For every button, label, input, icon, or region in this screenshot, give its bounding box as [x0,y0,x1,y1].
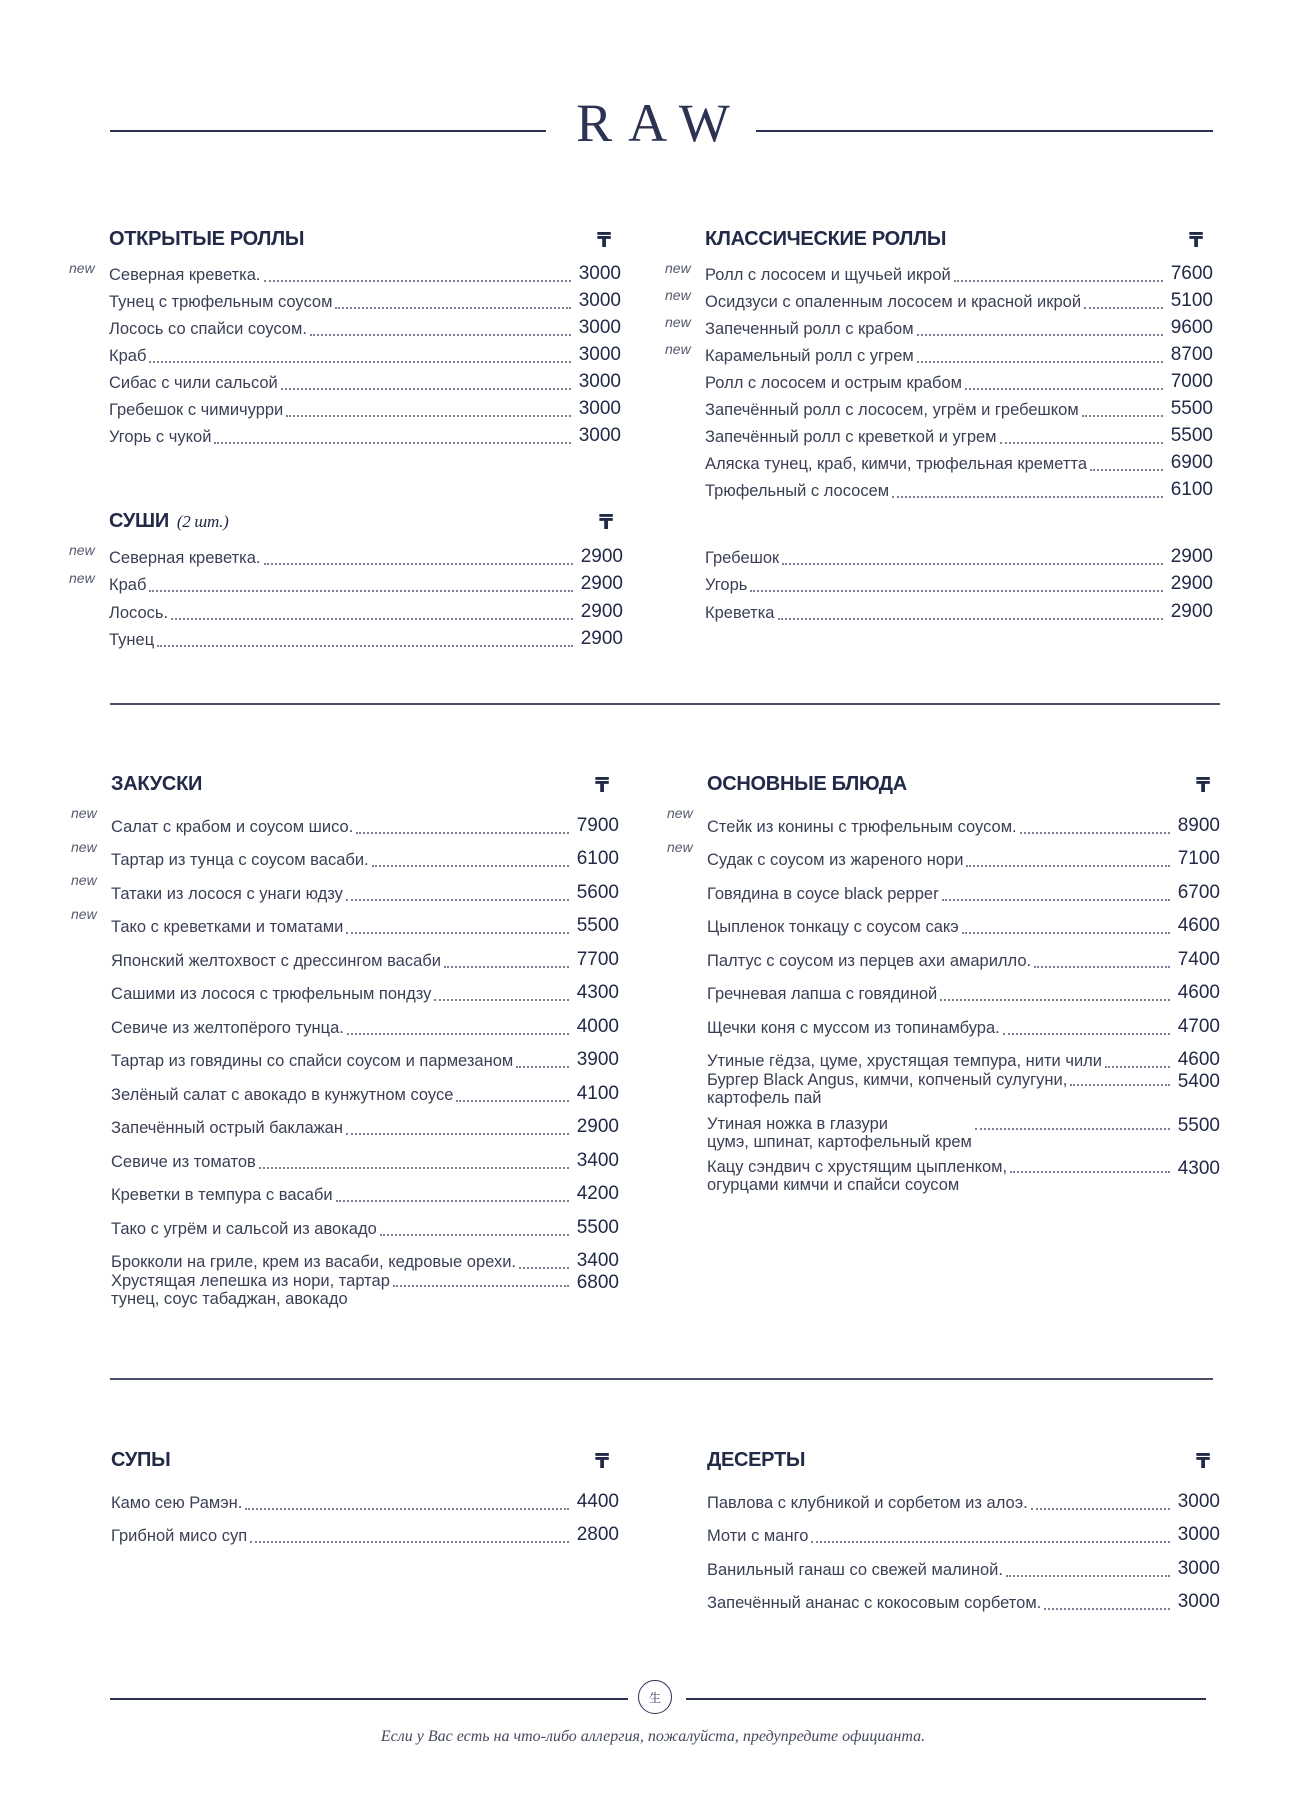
section-header [707,1449,1220,1479]
menu-item [667,837,1220,871]
menu-item-name: Утиные гёдза, цуме, хрустящая темпура, нити чили [707,1052,1103,1070]
menu-item-name: Севиче из томатов [111,1152,256,1171]
menu-item [111,937,619,971]
menu-item-name: Стейк из конины с трюфельным соусом. [707,817,1017,836]
menu-item-name: Щечки коня с муссом из топинамбура. [707,1018,1000,1037]
menu-item-price: 8900 [1177,814,1220,836]
menu-item [71,904,619,938]
menu-item-name: Татаки из лосося с унаги юдзу [111,884,343,903]
new-badge: new [665,341,691,357]
menu-item-name: Трюфельный с лососем [705,482,890,500]
menu-item-name: Запечённый ролл с лососем, угрём и гребешком [705,401,1079,419]
menu-item-name: Креветки в темпура с васаби [111,1186,333,1204]
menu-item-price: 8700 [1170,344,1213,365]
menu-item-description: цумэ, шпинат, картофельный крем [707,1132,972,1151]
menu-item [707,1513,1220,1547]
menu-item-list [69,540,623,650]
menu-item-name-block [707,1071,1067,1107]
menu-item-name: Тако с креветками и томатами [111,918,344,936]
dot-leader [942,898,1170,901]
menu-item-price: 4200 [576,1183,619,1204]
dot-leader [1010,1170,1170,1173]
menu-item [665,285,1213,312]
menu-item-name: Гречневая лапша с говядиной [707,985,938,1003]
menu-item-name: Сашими из лосося с трюфельным пондзу [111,985,432,1003]
currency-tenge-icon: ₸ [597,230,611,252]
menu-item-description: тунец, соус табаджан, авокадо [111,1290,348,1308]
menu-item-price: 7900 [576,814,619,836]
menu-item-price: 5500 [1170,398,1213,419]
menu-item [109,285,621,312]
menu-item-name: Угорь [705,576,748,594]
menu-item [707,870,1220,904]
menu-item-price: 3400 [576,1250,619,1271]
section-divider [110,703,1220,705]
section-title [707,773,907,796]
menu-item-price: 3000 [578,398,621,419]
menu-item-name: Севиче из желтопёрого тунца. [111,1018,344,1037]
menu-item-price: 3000 [578,263,621,284]
menu-item-name: Японский желтохвост с дрессингом васаби [111,951,441,970]
section-subtitle: (2 шт.) [176,512,229,531]
menu-item [705,393,1213,420]
dot-leader [245,1507,569,1510]
menu-item-price: 4000 [576,1015,619,1037]
dot-leader [1003,1032,1170,1035]
dot-leader [264,562,573,565]
menu-item-price: 7000 [1170,371,1213,392]
menu-item [705,474,1213,501]
dot-leader [1082,414,1163,417]
menu-item [705,420,1213,447]
dot-leader [356,831,569,834]
dot-leader [380,1233,569,1236]
menu-item-price: 2900 [1170,573,1213,594]
menu-item [109,366,621,393]
section-title [111,773,202,796]
menu-item-name: Тартар из говядины со спайси соусом и пармезаном [111,1052,514,1070]
menu-item [109,623,623,651]
menu-item-name: Карамельный ролл с угрем [705,347,914,365]
menu-item-list [705,540,1213,623]
dot-leader [157,644,573,647]
menu-item-name: Запечённый ролл с креветкой и угрем [705,428,997,446]
dot-leader [347,1032,569,1035]
menu-item-price: 6700 [1177,881,1220,903]
menu-item-price: 4600 [1177,982,1220,1003]
menu-item-name: Ванильный ганаш со свежей малиной. [707,1560,1003,1579]
menu-item-name: Гребешок [705,548,780,567]
menu-item [705,568,1213,596]
menu-item-name: Камо сею Рамэн. [111,1493,243,1512]
menu-item-price: 3400 [576,1149,619,1171]
section-divider [110,1378,1213,1380]
dot-leader [782,562,1163,565]
menu-item-price: 7700 [576,948,619,970]
menu-item-name: Аляска тунец, краб, кимчи, трюфельная креметта [705,455,1088,473]
menu-item-price: 7600 [1170,263,1213,284]
section-header [705,510,1213,540]
section-title-text: ДЕСЕРТЫ [707,1449,806,1471]
menu-item-price: 5400 [1177,1071,1220,1092]
menu-item [71,870,619,904]
menu-item-name: Ролл с лососем и острым крабом [705,374,963,392]
menu-item-price: 2900 [1170,545,1213,567]
allergy-note: Если у Вас есть на что-либо аллергия, пожалуйста, предупредите официанта. [380,1728,926,1745]
menu-item [109,420,621,447]
dot-leader [250,1540,569,1543]
section-title-text: ОТКРЫТЫЕ РОЛЛЫ [109,228,305,250]
dot-leader [336,1199,569,1202]
section-soups [111,1449,619,1546]
menu-item-price: 2900 [576,1116,619,1137]
menu-item-name: Цыпленок тонкацу с соусом сакэ [707,918,959,936]
dot-leader [1105,1065,1170,1068]
new-badge: new [69,542,95,558]
section-title-text: ОСНОВНЫЕ БЛЮДА [707,773,907,795]
menu-item-name: Лосось. [109,603,169,622]
menu-item-price: 3000 [578,290,621,311]
section-open-rolls [69,228,621,447]
section-title [111,1449,170,1472]
menu-item-name: Тако с угрём и сальсой из авокадо [111,1219,377,1238]
menu-item-price: 5500 [1170,425,1213,446]
menu-item-price: 2900 [580,573,623,594]
menu-item [707,937,1220,971]
section-header [109,228,621,258]
menu-item-name: Северная креветка. [109,266,261,284]
menu-item-price: 4100 [576,1082,619,1104]
section-sushi [69,510,623,650]
menu-item [111,1038,619,1072]
menu-item-name: Говядина в соусе black pepper [707,884,939,903]
menu-item [705,540,1213,568]
menu-item-price: 4700 [1177,1015,1220,1037]
menu-item-price: 3000 [578,317,621,338]
menu-item-name: Тунец с трюфельным соусом [109,293,333,311]
menu-item [707,1479,1220,1513]
dot-leader [1044,1607,1170,1610]
currency-tenge-icon: ₸ [1189,230,1203,252]
menu-item [707,1115,1220,1159]
footer-rule-left [110,1698,628,1700]
menu-item-price: 7100 [1177,848,1220,869]
menu-item [111,1205,619,1239]
menu-item [111,1239,619,1273]
menu-item-price: 7400 [1177,948,1220,970]
menu-item [109,312,621,339]
new-badge: new [71,872,97,888]
menu-item-name: Краб [109,576,147,594]
section-sushi-continued [705,510,1213,623]
dot-leader [962,931,1170,934]
menu-item-name: Утиная ножка в глазури [707,1114,889,1133]
menu-item-price: 3000 [1177,1591,1220,1612]
dot-leader [456,1099,569,1102]
menu-item [707,904,1220,938]
dot-leader [259,1166,569,1169]
menu-item [111,1272,619,1316]
dot-leader [393,1284,569,1287]
menu-item-name: Краб [109,347,147,365]
menu-item-price: 5500 [576,1216,619,1238]
menu-item-price: 4600 [1177,1049,1220,1070]
menu-item [109,595,623,623]
new-badge: new [665,314,691,330]
menu-item [69,258,621,285]
currency-tenge-icon: ₸ [595,775,609,797]
menu-item-price: 4300 [576,982,619,1003]
dot-leader [1000,441,1163,444]
menu-item-name: Осидзуси с опаленным лососем и красной икрой [705,293,1082,311]
menu-item [665,258,1213,285]
menu-item-price: 2900 [1170,600,1213,622]
menu-item-name: Палтус с соусом из перцев ахи амарилло. [707,951,1032,970]
menu-item-price: 3000 [1177,1490,1220,1512]
menu-item [111,1105,619,1139]
menu-item-price: 3000 [1177,1557,1220,1579]
menu-item [111,1172,619,1206]
dot-leader [171,617,573,620]
menu-item-name-block [707,1115,972,1151]
menu-item-list [69,258,621,447]
menu-item-price: 6800 [576,1272,619,1293]
menu-item-list [707,1479,1220,1613]
dot-leader [1020,831,1170,834]
menu-item-name: Северная креветка. [109,548,261,567]
section-title [707,1449,805,1472]
menu-item-name: Ролл с лососем и щучьей икрой [705,266,951,284]
brand-logo: RAW [576,93,746,153]
dot-leader [965,387,1163,390]
menu-item-price: 6100 [1170,479,1213,500]
dot-leader [750,589,1163,592]
section-desserts [707,1449,1220,1613]
menu-item [707,1038,1220,1072]
menu-item [71,837,619,871]
section-title [109,228,304,251]
menu-item-name: Бургер Black Angus, кимчи, копченый сулугуни, [707,1071,1068,1089]
section-title-text: СУПЫ [111,1449,171,1471]
menu-item [707,1071,1220,1115]
menu-item-name: Павлова с клубникой и сорбетом из алоэ. [707,1493,1028,1512]
menu-item-price: 3000 [578,425,621,446]
dot-leader [1006,1574,1170,1577]
menu-item-price: 6100 [576,848,619,869]
dot-leader [954,279,1163,282]
menu-item-name: Брокколи на гриле, крем из васаби, кедровые орехи. [111,1253,516,1271]
menu-item [111,1513,619,1547]
section-header [111,1449,619,1479]
menu-item [109,339,621,366]
menu-item-name: Грибной мисо суп [111,1527,248,1545]
menu-item-name: Угорь с чукой [109,428,212,446]
menu-item-name: Моти с манго [707,1527,809,1545]
menu-item-name-block [707,1158,1007,1194]
dot-leader [346,1132,569,1135]
menu-item [667,803,1220,837]
menu-item-name: Хрустящая лепешка из нори, тартар [111,1272,390,1290]
menu-item-price: 5500 [1177,1114,1220,1136]
menu-item-list [71,803,619,1316]
menu-item [705,447,1213,474]
section-title-text: ЗАКУСКИ [111,773,203,795]
dot-leader [516,1065,569,1068]
dot-leader [917,360,1163,363]
dot-leader [778,617,1164,620]
section-mains [667,773,1220,1202]
menu-item-price: 2900 [580,545,623,567]
menu-item-name: Тартар из тунца с соусом васаби. [111,851,369,869]
dot-leader [214,441,571,444]
dot-leader [286,414,571,417]
menu-item-price: 3000 [1177,1524,1220,1545]
currency-tenge-icon: ₸ [599,512,613,534]
dot-leader [372,864,569,867]
menu-item-price: 2900 [580,628,623,649]
new-badge: new [665,287,691,303]
menu-item-name: Запечённый острый баклажан [111,1119,343,1137]
dot-leader [1084,306,1163,309]
dot-leader [310,333,571,336]
new-badge: new [667,838,693,855]
dot-leader [940,998,1170,1001]
menu-item-price: 4300 [1177,1158,1220,1179]
menu-item-list [667,803,1220,1202]
footer-rule-right [686,1698,1206,1700]
menu-item-price: 5600 [576,881,619,903]
menu-item-price: 5500 [576,915,619,936]
header-rule-left [110,130,546,132]
currency-tenge-icon: ₸ [595,1451,609,1473]
new-badge: new [667,805,693,821]
menu-item-name: Запеченный ролл с крабом [705,320,914,338]
menu-item [665,312,1213,339]
menu-item-price: 3900 [576,1049,619,1070]
menu-item-name: Сибас с чили сальсой [109,374,278,392]
section-header [705,228,1213,258]
menu-item [111,1004,619,1038]
new-badge: new [69,260,95,276]
menu-item [111,971,619,1005]
dot-leader [149,589,573,592]
dot-leader [811,1540,1170,1543]
menu-item-list [665,258,1213,501]
menu-item [111,1479,619,1513]
currency-tenge-icon: ₸ [1196,1451,1210,1473]
menu-item-name: Запечённый ананас с кокосовым сорбетом. [707,1594,1042,1612]
menu-item [707,1580,1220,1614]
menu-item-name: Судак с соусом из жареного нори [707,851,964,869]
section-title [705,228,946,251]
menu-item-name: Кацу сэндвич с хрустящим цыпленком, [707,1158,1008,1176]
section-classic-rolls [665,228,1213,501]
new-badge: new [665,260,691,276]
dot-leader [444,965,569,968]
dot-leader [335,306,571,309]
dot-leader [346,898,569,901]
menu-item-price: 4600 [1177,915,1220,936]
menu-item-price: 2900 [580,600,623,622]
menu-item-price: 9600 [1170,317,1213,338]
dot-leader [1031,1507,1170,1510]
header-rule-right [756,130,1213,132]
menu-item-price: 5100 [1170,290,1213,311]
new-badge: new [71,838,97,855]
section-title-text: КЛАССИЧЕСКИЕ РОЛЛЫ [705,228,947,250]
menu-item-description: огурцами кимчи и спайси соусом [707,1176,960,1194]
menu-item [707,971,1220,1005]
menu-item [707,1546,1220,1580]
section-header [111,773,619,803]
menu-item-price: 3000 [578,371,621,392]
menu-item-name-block [111,1272,390,1308]
dot-leader [892,495,1163,498]
section-header [109,510,623,540]
menu-item [705,595,1213,623]
menu-item [109,393,621,420]
menu-item [111,1071,619,1105]
dot-leader [264,279,571,282]
menu-item-name: Креветка [705,603,775,622]
menu-item [705,366,1213,393]
dot-leader [975,1127,1170,1130]
dot-leader [346,931,569,934]
menu-item [69,568,623,596]
menu-item-price: 3000 [578,344,621,365]
dot-leader [1034,965,1170,968]
dot-leader [1090,468,1163,471]
dot-leader [966,864,1170,867]
section-title [109,510,228,533]
menu-item-price: 2800 [576,1524,619,1545]
menu-item-price: 6900 [1170,452,1213,473]
menu-item-name: Тунец [109,631,155,649]
menu-item [707,1004,1220,1038]
section-starters [71,773,619,1316]
dot-leader [149,360,571,363]
menu-item [665,339,1213,366]
menu-item [707,1158,1220,1202]
menu-item-name: Лосось со спайси соусом. [109,320,307,338]
currency-tenge-icon: ₸ [1196,775,1210,797]
new-badge: new [71,805,97,821]
menu-item-description: картофель пай [707,1089,822,1107]
menu-item [69,540,623,568]
menu-item-name: Гребешок с чимичурри [109,401,284,419]
footer-seal-icon: 生 [638,1680,672,1714]
section-title-text: СУШИ [109,510,169,532]
menu-item-price: 4400 [576,1490,619,1512]
menu-item-list [111,1479,619,1546]
menu-item-name: Салат с крабом и соусом шисо. [111,817,354,836]
menu-item-name: Зелёный салат с авокадо в кунжутном соусе [111,1085,454,1104]
menu-item [71,803,619,837]
dot-leader [434,998,569,1001]
dot-leader [519,1266,569,1269]
new-badge: new [69,569,95,586]
new-badge: new [71,905,97,922]
menu-item [111,1138,619,1172]
dot-leader [281,387,571,390]
dot-leader [1070,1083,1170,1086]
section-header [707,773,1220,803]
dot-leader [917,333,1163,336]
